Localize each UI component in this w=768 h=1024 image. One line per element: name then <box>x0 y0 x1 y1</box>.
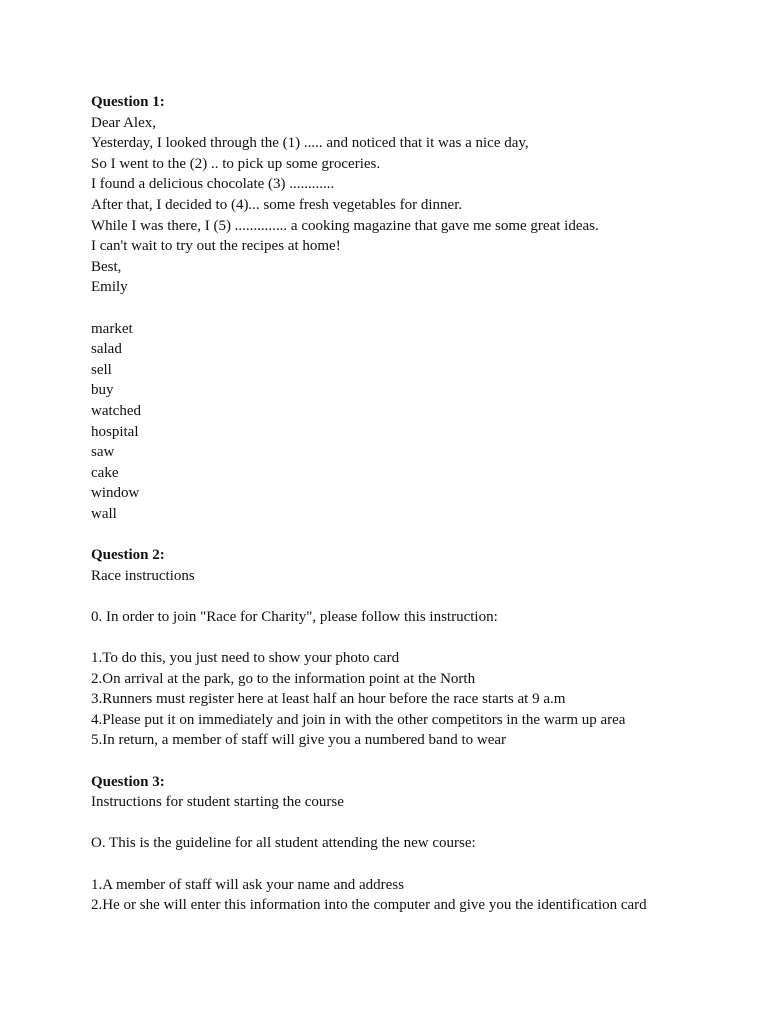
letter-line: After that, I decided to (4)... some fresh vegetables for dinner. <box>91 196 463 213</box>
question-1-heading: Question 1: <box>91 94 165 110</box>
letter-line: So I went to the (2) .. to pick up some groceries. <box>91 155 381 172</box>
instruction-item: 4.Please put it on immediately and join in with the other competitors in the warm up area <box>91 711 626 728</box>
spacer <box>91 298 751 319</box>
word-bank-item: window <box>91 485 140 502</box>
letter-line: I can't wait to try out the recipes at home! <box>91 238 341 255</box>
spacer <box>91 854 751 875</box>
word-bank-item: buy <box>91 382 114 399</box>
spacer <box>91 813 751 834</box>
letter-line: I found a delicious chocolate (3) ............ <box>91 176 335 193</box>
instruction-item: 2.He or she will enter this information into the computer and give you the identification card <box>91 897 647 914</box>
question-2-title: Race instructions <box>91 567 195 584</box>
question-3-intro: O. This is the guideline for all student attending the new course: <box>91 835 476 852</box>
question-1-letter <box>91 113 751 298</box>
word-bank-item: salad <box>91 341 122 358</box>
word-bank-item: saw <box>91 444 115 461</box>
letter-line: Best, <box>91 258 122 275</box>
spacer <box>91 627 751 648</box>
document-page <box>91 92 751 916</box>
question-3-instructions <box>91 875 751 916</box>
letter-line: Yesterday, I looked through the (1) ..... and noticed that it was a nice day, <box>91 135 529 152</box>
question-3-title: Instructions for student starting the course <box>91 794 344 811</box>
letter-line: Emily <box>91 279 128 296</box>
word-bank-item: hospital <box>91 423 139 440</box>
word-bank-item: cake <box>91 464 119 481</box>
spacer <box>91 524 751 545</box>
instruction-item: 3.Runners must register here at least half an hour before the race starts at 9 a.m <box>91 691 566 708</box>
question-3-heading: Question 3: <box>91 773 165 790</box>
word-bank-item: watched <box>91 402 141 419</box>
question-2-heading: Question 2: <box>91 547 165 564</box>
question-2-intro: 0. In order to join "Race for Charity", please follow this instruction: <box>91 608 498 625</box>
spacer <box>91 751 751 772</box>
spacer <box>91 586 751 607</box>
word-bank-item: market <box>91 320 133 337</box>
instruction-item: 1.To do this, you just need to show your photo card <box>91 650 400 667</box>
letter-line: Dear Alex, <box>91 114 156 131</box>
letter-line: While I was there, I (5) .............. a cooking magazine that gave me some great ideas. <box>91 217 599 234</box>
question-1-word-bank <box>91 319 751 525</box>
word-bank-item: sell <box>91 361 112 378</box>
instruction-item: 5.In return, a member of staff will give you a numbered band to wear <box>91 732 507 749</box>
instruction-item: 2.On arrival at the park, go to the information point at the North <box>91 670 476 687</box>
question-2-instructions <box>91 648 751 751</box>
word-bank-item: wall <box>91 505 117 522</box>
instruction-item: 1.A member of staff will ask your name and address <box>91 876 404 893</box>
